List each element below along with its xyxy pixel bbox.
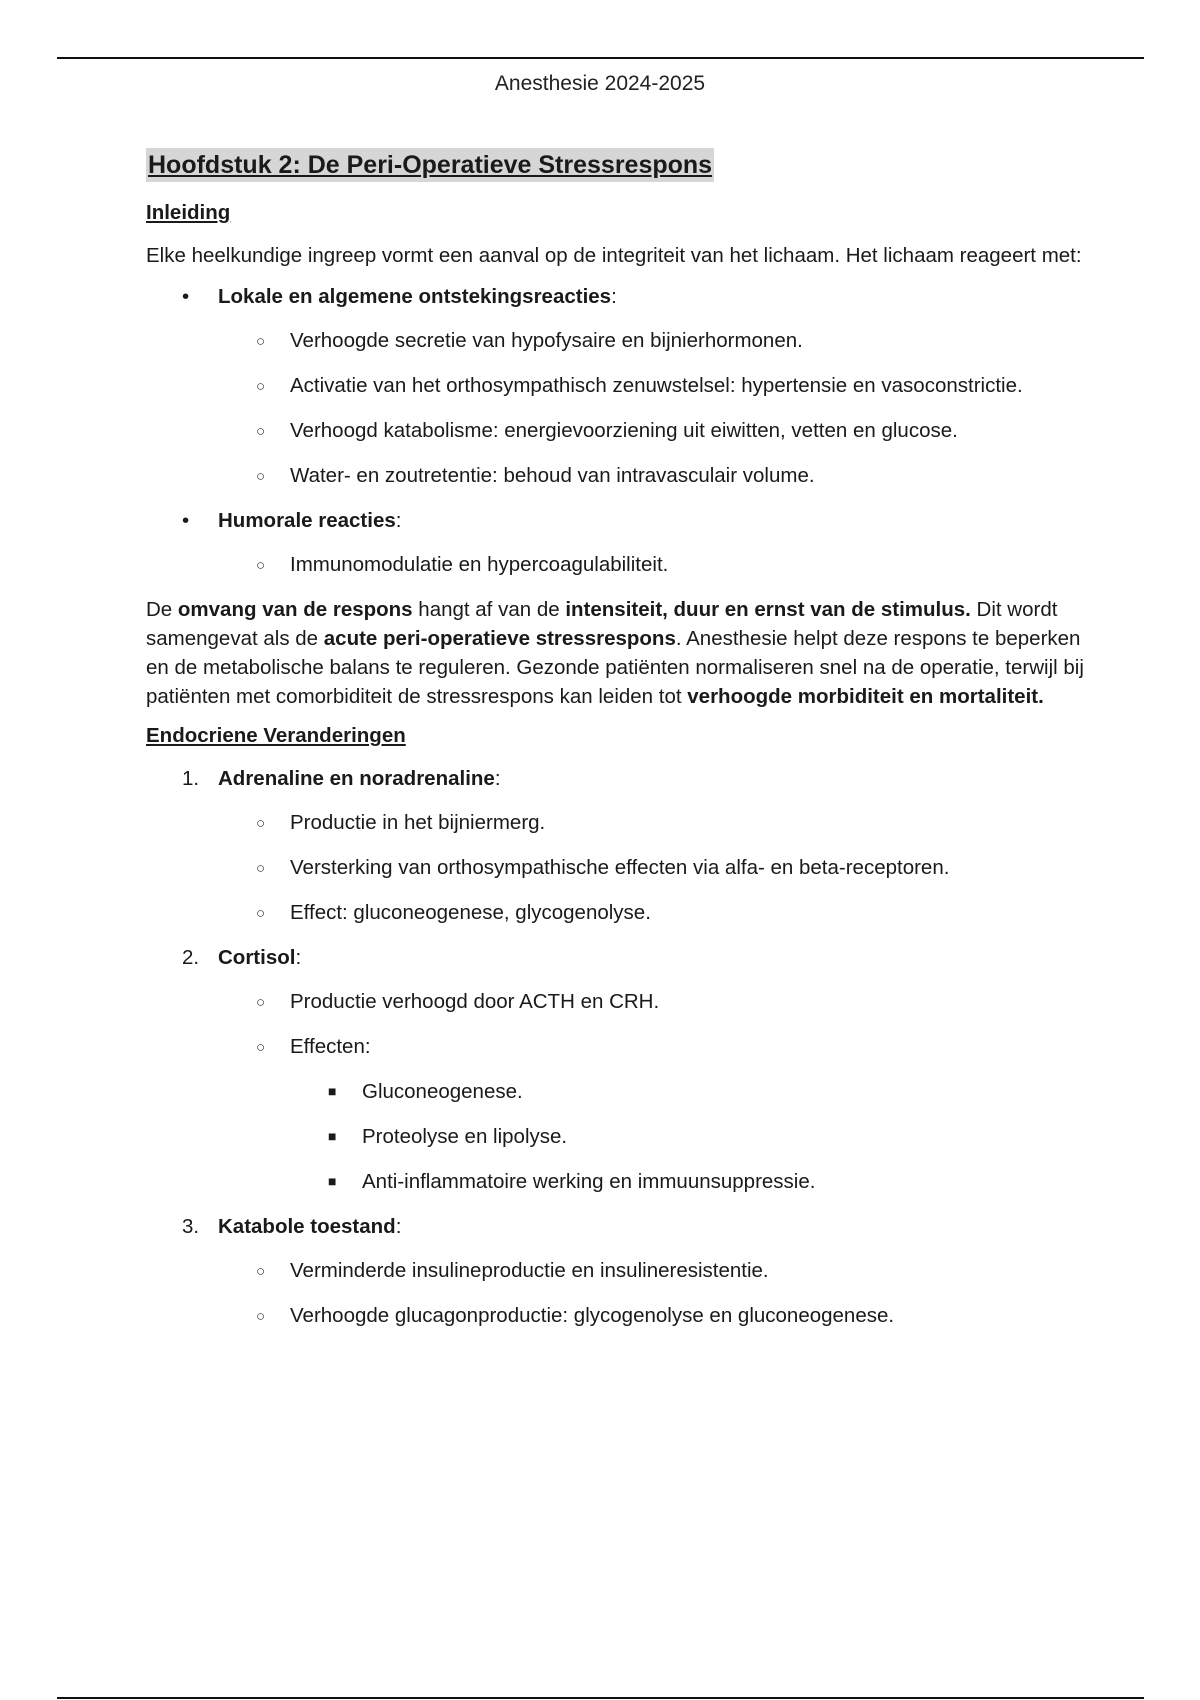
circle-bullet-icon: ○ — [256, 905, 266, 922]
list-item: • Lokale en algemene ontstekingsreacties: — [146, 282, 1086, 311]
page-header: Anesthesie 2024-2025 — [494, 72, 706, 95]
section-heading-intro: Inleiding — [146, 201, 231, 224]
list-item: ○ Productie verhoogd door ACTH en CRH. — [146, 987, 1086, 1016]
list-item: ■ Anti-inflammatoire werking en immuunsuppressie. — [146, 1167, 1086, 1196]
list-item: ■ Gluconeogenese. — [146, 1077, 1086, 1106]
circle-bullet-icon: ○ — [256, 1263, 266, 1280]
list-item: ○ Verhoogde glucagonproductie: glycogenolyse en gluconeogenese. — [146, 1301, 1086, 1330]
list-item: 2. Cortisol: — [182, 946, 302, 969]
summary-paragraph: De omvang van de respons hangt af van de intensiteit, duur en ernst van de stimulus. Dit wordt samengevat als de acute peri-operatieve stressrespons. Anesthesie helpt deze respons te beperken en de metabolische balans te reguleren. Gezonde patiënten normaliseren snel na de operatie, terwijl bij patiënten met comorbiditeit de stressrespons kan leiden tot verhoogde morbiditeit en mortaliteit. — [146, 598, 1084, 708]
list-item: • Humorale reacties: — [146, 506, 1086, 535]
intro-paragraph: Elke heelkundige ingreep vormt een aanval op de integriteit van het lichaam. Het lichaam reageert met: — [146, 244, 1082, 267]
list-item: ○ Verminderde insulineproductie en insulineresistentie. — [146, 1256, 1086, 1285]
list-item: ○ Effecten: — [146, 1032, 1086, 1061]
square-bullet-icon: ■ — [328, 1173, 337, 1189]
square-bullet-icon: ■ — [328, 1128, 337, 1144]
list-item: ■ Proteolyse en lipolyse. — [146, 1122, 1086, 1151]
circle-bullet-icon: ○ — [256, 1039, 266, 1056]
list-item: ○ Water- en zoutretentie: behoud van intravasculair volume. — [146, 461, 1086, 490]
circle-bullet-icon: ○ — [256, 468, 266, 485]
circle-bullet-icon: ○ — [256, 333, 266, 350]
list-item: ○ Immunomodulatie en hypercoagulabiliteit. — [146, 550, 1086, 579]
list-item: ○ Productie in het bijniermerg. — [146, 808, 1086, 837]
list-item: ○ Versterking van orthosympathische effecten via alfa- en beta-receptoren. — [146, 853, 1086, 882]
circle-bullet-icon: ○ — [256, 860, 266, 877]
circle-bullet-icon: ○ — [256, 557, 266, 574]
list-item: 3. Katabole toestand: — [182, 1215, 402, 1238]
bullet-icon: • — [182, 509, 190, 532]
list-item: ○ Verhoogde secretie van hypofysaire en bijnierhormonen. — [146, 326, 1086, 355]
circle-bullet-icon: ○ — [256, 1308, 266, 1325]
chapter-title: Hoofdstuk 2: De Peri-Operatieve Stressrespons — [146, 148, 714, 182]
circle-bullet-icon: ○ — [256, 423, 266, 440]
section-heading-endocrine: Endocriene Veranderingen — [146, 724, 406, 747]
circle-bullet-icon: ○ — [256, 815, 266, 832]
list-item: ○ Effect: gluconeogenese, glycogenolyse. — [146, 898, 1086, 927]
list-item: ○ Verhoogd katabolisme: energievoorziening uit eiwitten, vetten en glucose. — [146, 416, 1086, 445]
circle-bullet-icon: ○ — [256, 378, 266, 395]
document-body — [146, 140, 1086, 1346]
bullet-icon: • — [182, 285, 190, 308]
square-bullet-icon: ■ — [328, 1083, 337, 1099]
list-item: ○ Activatie van het orthosympathisch zenuwstelsel: hypertensie en vasoconstrictie. — [146, 371, 1086, 400]
header-rule — [57, 57, 1144, 59]
footer-rule — [57, 1697, 1144, 1699]
circle-bullet-icon: ○ — [256, 994, 266, 1011]
list-item: 1. Adrenaline en noradrenaline: — [182, 767, 501, 790]
